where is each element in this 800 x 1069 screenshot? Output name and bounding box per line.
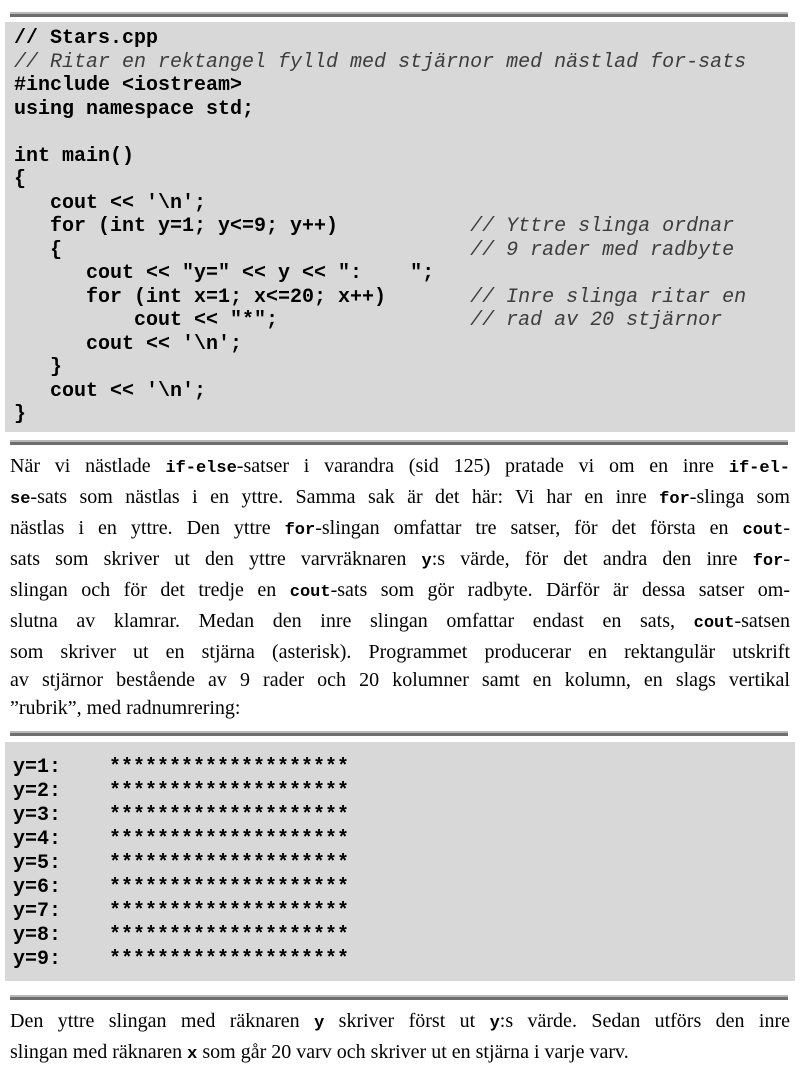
text-line: Den yttre slingan med räknaren y skriver först ut y:s värde. Sedan utförs den inre [10, 1009, 790, 1033]
text-line: slingan och för det tredje en cout-sats som gör radbyte. Därför är dessa satser om- [10, 578, 791, 602]
code-line: for (int y=1; y<=9; y++) // Yttre slinga ordnar [14, 215, 735, 238]
code-line: cout << '\n'; [14, 379, 207, 403]
text-line: slutna av klamrar. Medan den inre slingan omfattar endast en sats, cout-satsen [10, 609, 790, 633]
section-divider-top [10, 12, 788, 17]
output-line: y=8: ******************** [13, 923, 350, 947]
program-output [5, 742, 795, 981]
output-line: y=1: ******************** [13, 755, 350, 779]
output-line: y=3: ******************** [13, 803, 350, 827]
page [0, 12, 800, 1069]
code-line: } [14, 356, 63, 379]
section-divider-before-output [10, 731, 788, 736]
text-line: När vi nästlade if-else-satser i varandra (sid 125) pratade vi om en inre if-el- [10, 454, 790, 478]
code-line: for (int x=1; x<=20; x++) // Inre slinga ritar en [14, 285, 747, 309]
text-line: som skriver ut en stjärna (asterisk). Programmet producerar en rektangulär utskrift [10, 640, 790, 663]
output-line: y=9: ******************** [13, 947, 350, 971]
code-line: cout << '\n'; [14, 332, 243, 356]
body-paragraph-explanation [10, 452, 790, 722]
code-line: } [14, 403, 27, 426]
code-line: int main() [14, 144, 135, 168]
code-line: // Stars.cpp [14, 27, 159, 50]
code-listing [5, 22, 795, 432]
code-line: #include <iostream> [14, 74, 243, 97]
output-line: y=6: ******************** [13, 875, 350, 899]
code-line [14, 121, 795, 145]
section-divider-after-code [10, 440, 788, 445]
code-line: cout << '\n'; [14, 191, 207, 215]
code-line: using namespace std; [14, 97, 255, 121]
text-line: slingan med räknaren x som går 20 varv och skriver ut en stjärna i varje varv. [10, 1040, 629, 1064]
code-line: cout << "y=" << y << ": "; [14, 262, 435, 285]
text-line: nästlas i en yttre. Den yttre for-slingan omfattar tre satser, för det första en cout- [10, 516, 790, 540]
output-line: y=5: ******************** [13, 851, 350, 875]
body-paragraph-summary [10, 1007, 790, 1069]
section-divider-before-footer [10, 995, 788, 1000]
code-line: { [14, 168, 27, 191]
code-line: cout << "*"; // rad av 20 stjärnor [14, 309, 723, 332]
text-line: sats som skriver ut den yttre varvräknaren y:s värde, för det andra den inre for- [10, 547, 790, 571]
code-line: { // 9 rader med radbyte [14, 238, 735, 262]
text-line: se-sats som nästlas i en yttre. Samma sak är det här: Vi har en inre for-slinga som [10, 485, 790, 509]
text-line: av stjärnor bestående av 9 rader och 20 kolumner samt en kolumn, en slags vertikal [10, 668, 790, 691]
output-line: y=7: ******************** [13, 899, 350, 923]
text-line: ”rubrik”, med radnumrering: [10, 696, 241, 719]
output-line: y=4: ******************** [13, 827, 350, 851]
output-line: y=2: ******************** [13, 779, 350, 803]
code-line: // Ritar en rektangel fylld med stjärnor med nästlad for-sats [14, 50, 747, 74]
